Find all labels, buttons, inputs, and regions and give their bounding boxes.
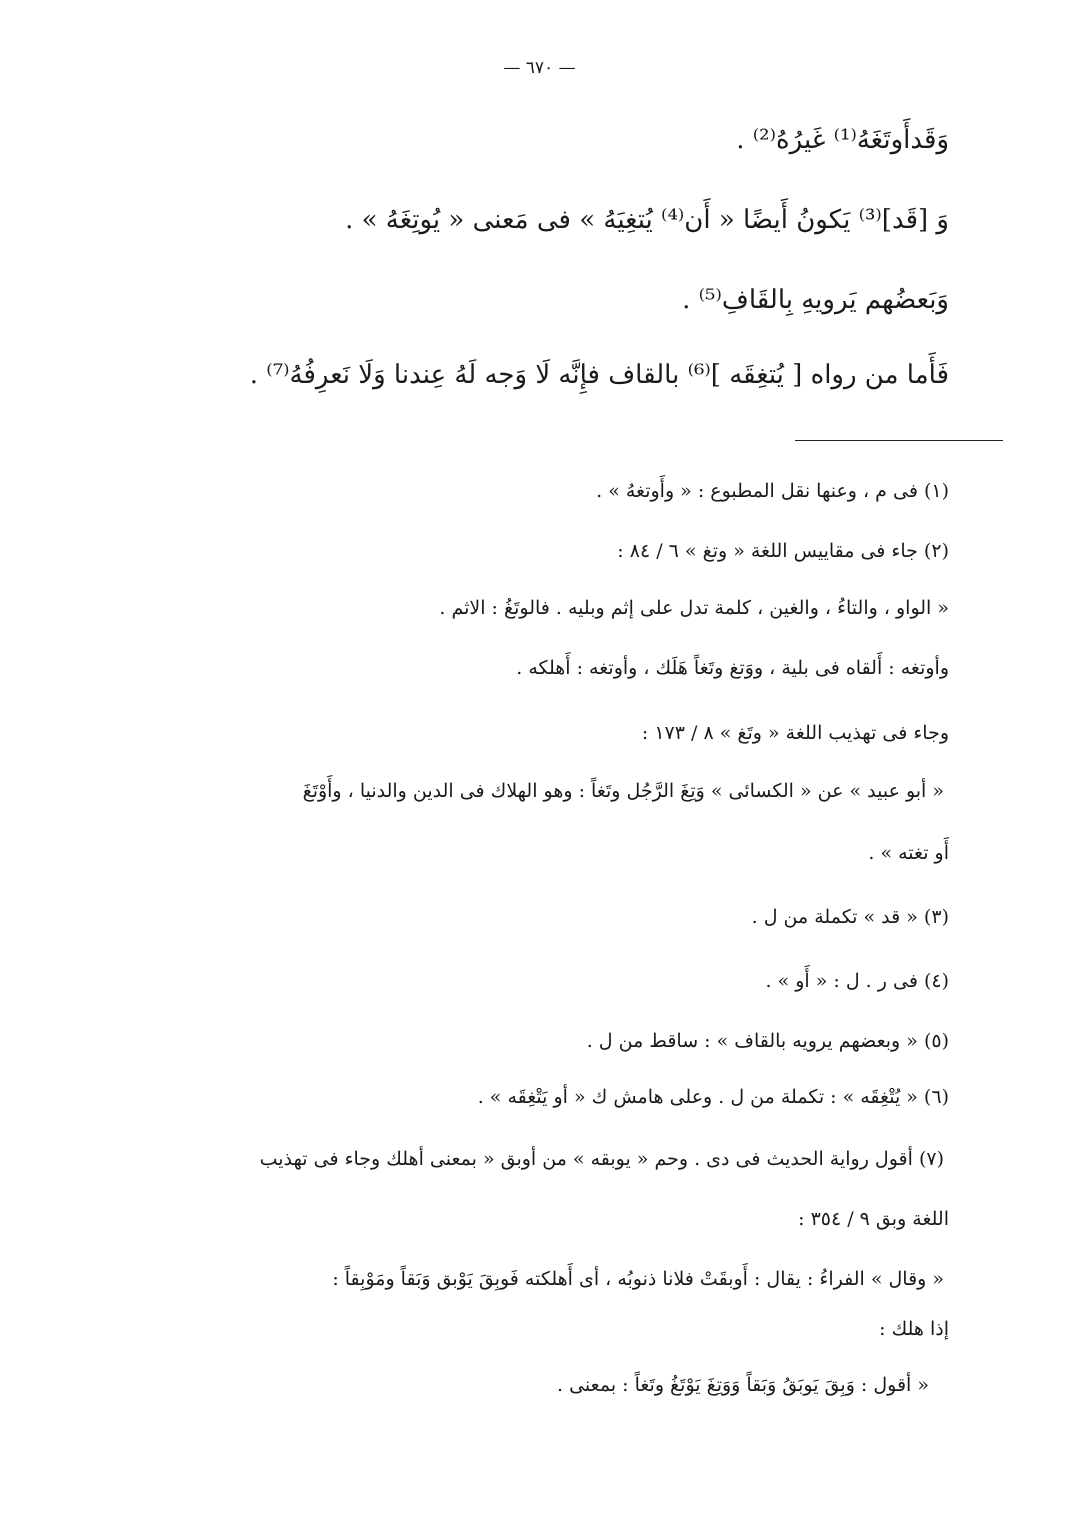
main-text-line: وَ [قَد]⁽³⁾ يَكونُ أَيضًا « أَن⁽⁴⁾ يُتغِيَهُ » فى مَعنى « يُوتِغَهُ » . <box>345 205 949 235</box>
footnote-line: (٢) جاء فى مقاييس اللغة « وتغ » ٦ / ٨٤ : <box>617 540 949 562</box>
footnote-line: وأوتغه : أَلقاه فى بلية ، ووَتغ وتَغاً هَلَك ، وأوتغه : أَهلكه . <box>516 657 949 679</box>
footnote-line: (٣) « قد » تكملة من ل . <box>751 906 949 928</box>
footnote-line: (٦) « يُتْغِقَه » : تكملة من ل . وعلى هامش ك « أو يَتْغِقَه » . <box>477 1086 949 1108</box>
footnote-line: « وقال » الفراءُ : يقال : أَوبقَتْ فلانا ذنوبُه ، أى أَهلكته فَوبِقَ يَوْبق وَبَقاً ومَوْبِقاً : <box>332 1268 944 1290</box>
main-text-line: وَبَعضُهم يَرويهِ بِالقَافِ⁽⁵⁾ . <box>682 285 949 315</box>
footnote-line: (١) فى م ، وعنها نقل المطبوع : « وأَوتغهُ » . <box>596 480 949 502</box>
footnote-line: « الواو ، والتاءُ ، والغين ، كلمة تدل على إثم وبليه . فالوتَغُ : الاثم . <box>439 597 949 619</box>
footnote-line: وجاء فى تهذيب اللغة « وتَغ » ٨ / ١٧٣ : <box>641 722 949 744</box>
main-text-line: فَأَما من رواه [ يُتغِقَه ]⁽⁶⁾ بالقاف فإِنَّه لَا وَجه لَهُ عِندنا وَلَا نَعرِفُهُ⁽⁷⁾ . <box>249 360 949 390</box>
footnote-line: (٧) أقول رواية الحديث فى دى . وحم « يوبقه » من أوبق « بمعنى أهلك وجاء فى تهذيب <box>259 1148 944 1170</box>
footnote-line: (٤) فى ر . ل : « أَو » . <box>765 970 949 992</box>
footnote-separator <box>795 440 1003 441</box>
footnote-line: « أقول : وَبِقَ يَوبَقُ وَبَقاً وَوَتِغَ يَوْتَغُ وتَغاً : بمعنى . <box>557 1374 929 1396</box>
footnote-line: اللغة وبق ٩ / ٣٥٤ : <box>798 1208 949 1230</box>
footnote-line: « أبو عبيد » عن « الكسائى » وَتِغَ الرَّجُل وتَغاً : وهو الهلاك فى الدين والدنيا ، وأَوْتَغَ <box>302 780 944 802</box>
footnote-line: (٥) « وبعضهم يرويه بالقاف » : ساقط من ل . <box>586 1030 949 1052</box>
footnote-line: أَو تغته » . <box>868 842 949 864</box>
footnote-line: إذا هلك : <box>879 1318 949 1340</box>
page-number: — ٦٧٠ — <box>503 58 576 78</box>
main-text-line: وَقَدأَوتَغَهُ⁽¹⁾ غَيرُهُ⁽²⁾ . <box>736 125 949 155</box>
